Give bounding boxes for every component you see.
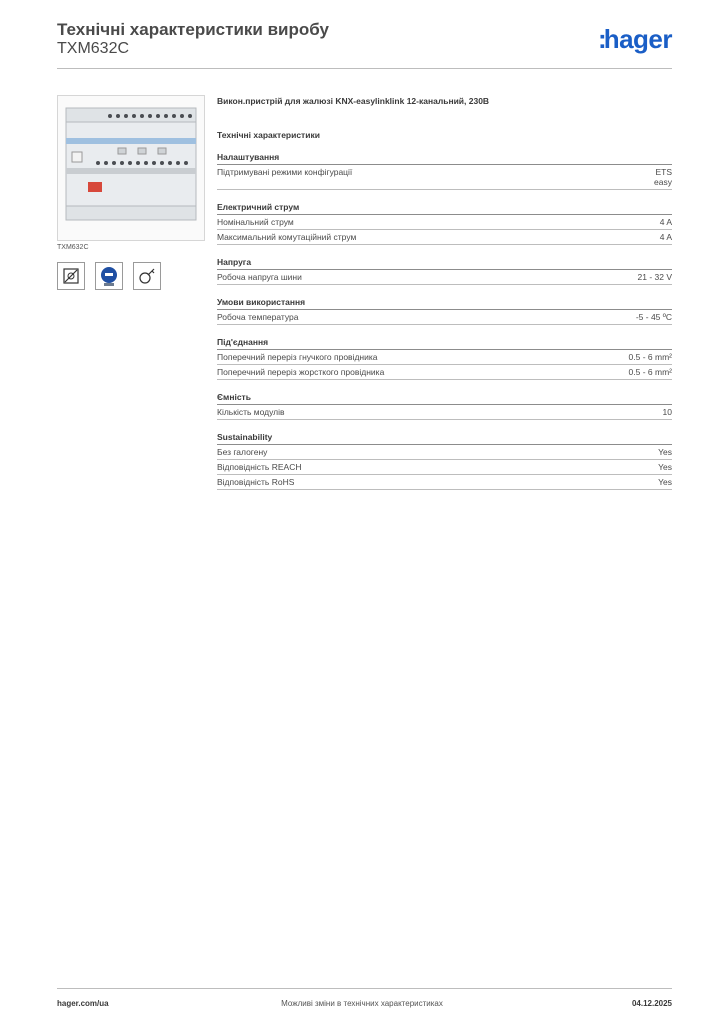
section-title: Ємність — [217, 392, 672, 405]
spec-value: 21 - 32 V — [637, 272, 672, 282]
section-conditions — [217, 297, 672, 325]
spec-row — [217, 165, 672, 190]
spec-row — [217, 405, 672, 420]
section-connection — [217, 337, 672, 380]
spec-value: 4 A — [659, 232, 672, 242]
spec-label: Відповідність REACH — [217, 462, 302, 472]
section-settings — [217, 152, 672, 190]
spec-value: Yes — [658, 477, 672, 487]
section-voltage — [217, 257, 672, 285]
section-current — [217, 202, 672, 245]
spec-label: Відповідність RoHS — [217, 477, 295, 487]
spec-value-line: easy — [654, 177, 672, 187]
product-code: TXM632C — [57, 40, 130, 57]
footer-date: 04.12.2025 — [631, 999, 672, 1008]
spec-label: Максимальний комутаційний струм — [217, 232, 357, 242]
spec-row — [217, 365, 672, 380]
footer-note: Можливі зміни в технічних характеристиках — [281, 999, 443, 1008]
certification-badges — [57, 262, 161, 290]
key-icon — [133, 262, 161, 290]
logo-text: hager — [603, 24, 672, 54]
spec-value: Yes — [658, 447, 672, 457]
product-caption: TXM632C — [57, 244, 89, 251]
section-title: Налаштування — [217, 152, 672, 165]
knx-actuator-device-image — [58, 96, 204, 240]
spec-value-line: ETS — [655, 167, 672, 177]
no-halogen-icon — [57, 262, 85, 290]
section-sustainability — [217, 432, 672, 490]
section-title: Умови використання — [217, 297, 672, 310]
spec-label: Робоча напруга шини — [217, 272, 302, 282]
header-divider — [57, 68, 672, 69]
spec-row — [217, 310, 672, 325]
section-capacity — [217, 392, 672, 420]
spec-row — [217, 445, 672, 460]
spec-heading: Технічні характеристики — [217, 130, 320, 140]
page-title: Технічні характеристики виробу — [57, 20, 329, 39]
section-title: Sustainability — [217, 432, 672, 445]
section-title: Напруга — [217, 257, 672, 270]
section-title: Під'єднання — [217, 337, 672, 350]
section-title: Електричний струм — [217, 202, 672, 215]
spec-panel — [217, 96, 672, 490]
spec-label: Без галогену — [217, 447, 268, 457]
spec-label: Номінальний струм — [217, 217, 294, 227]
spec-value: 0.5 - 6 mm² — [628, 367, 672, 377]
spec-row — [217, 230, 672, 245]
logo-colon: : — [598, 24, 604, 54]
spec-row — [217, 350, 672, 365]
spec-value: Yes — [658, 462, 672, 472]
spec-label: Робоча температура — [217, 312, 299, 322]
spec-value — [654, 167, 672, 187]
spec-value: 0.5 - 6 mm² — [628, 352, 672, 362]
spec-value: 4 A — [659, 217, 672, 227]
spec-label: Поперечний переріз жорсткого провідника — [217, 367, 385, 377]
spec-label: Кількість модулів — [217, 407, 285, 417]
spec-label: Поперечний переріз гнучкого провідника — [217, 352, 378, 362]
footer-divider — [57, 988, 672, 989]
product-image — [57, 95, 205, 241]
footer-website[interactable]: hager.com/ua — [57, 999, 109, 1008]
spec-value: -5 - 45 ºC — [635, 312, 672, 322]
easy-link-icon — [95, 262, 123, 290]
spec-label: Підтримувані режими конфігурації — [217, 167, 353, 177]
spec-row — [217, 270, 672, 285]
hager-logo — [598, 24, 672, 55]
product-description: Викон.пристрій для жалюзі KNX-easylinklink 12-канальний, 230В — [217, 96, 490, 106]
spec-row — [217, 215, 672, 230]
spec-row — [217, 460, 672, 475]
spec-row — [217, 475, 672, 490]
spec-value: 10 — [662, 407, 672, 417]
